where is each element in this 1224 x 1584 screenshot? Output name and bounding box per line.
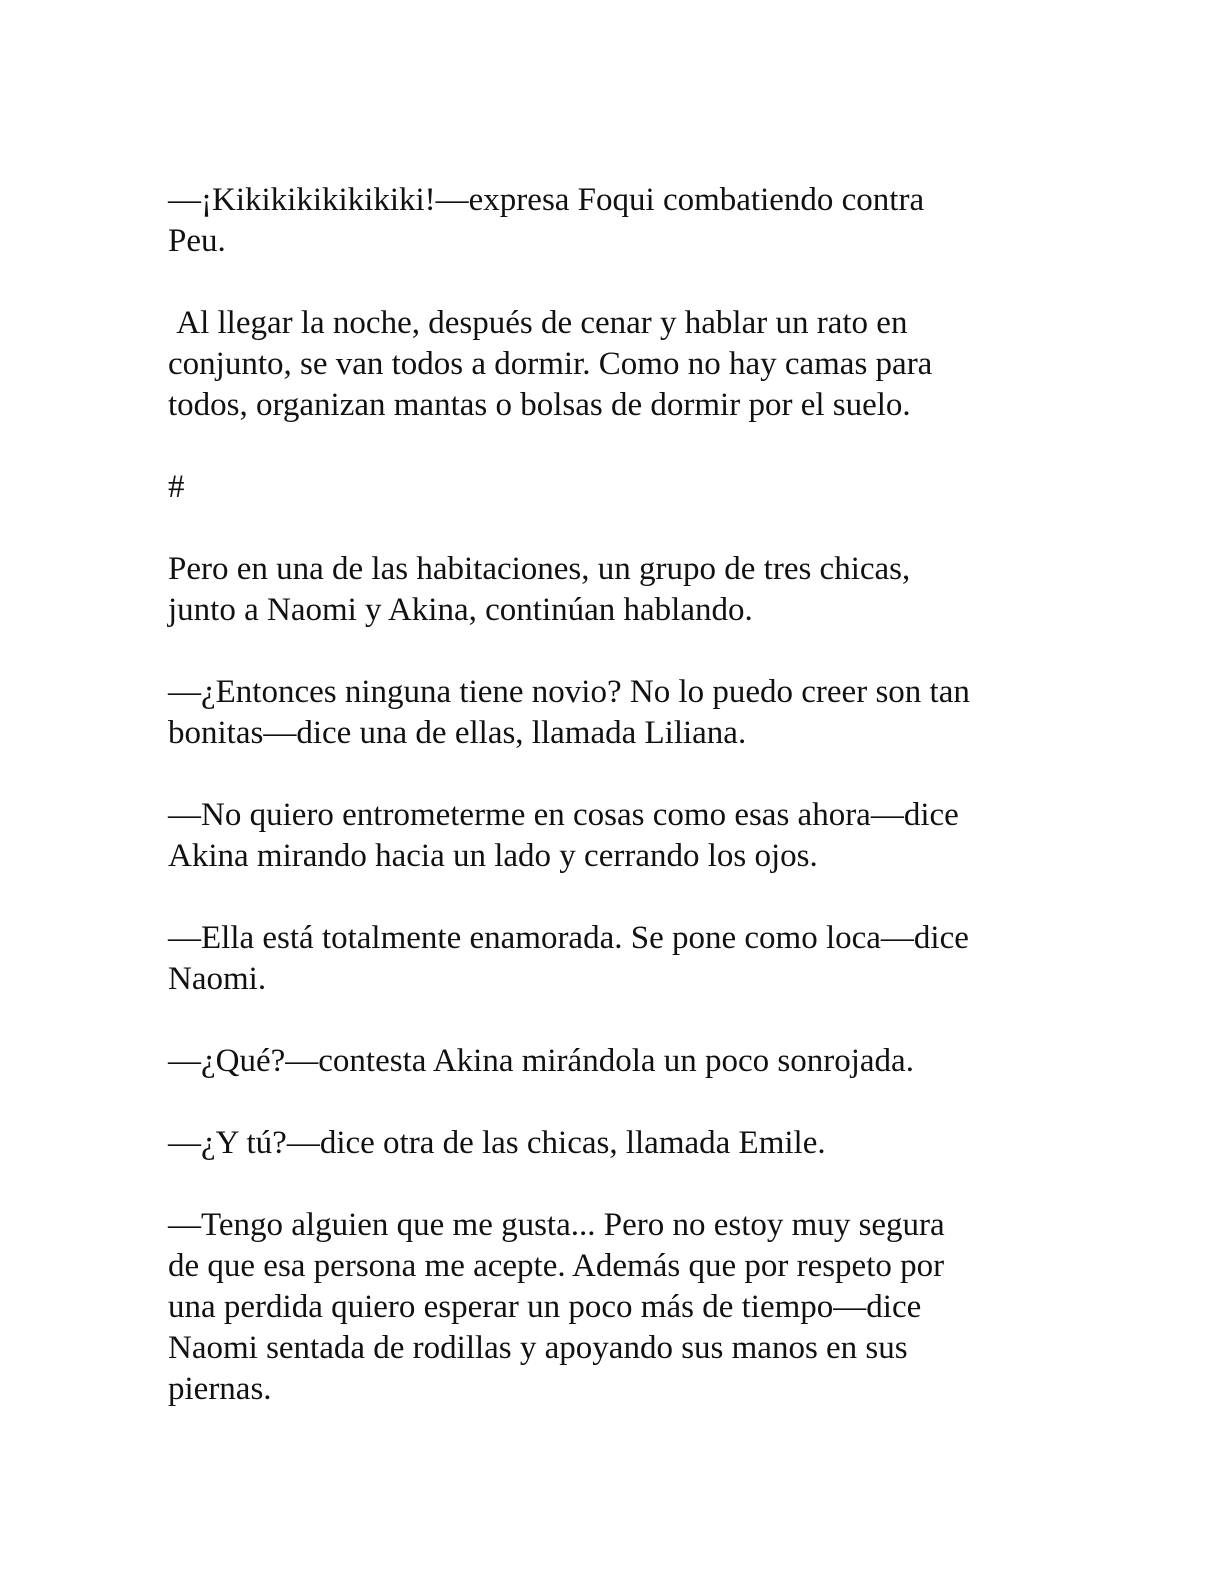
text-line: —¡Kikikikikikikiki!—expresa Foqui combatiendo contra [168,182,925,218]
text-line: —No quiero entrometerme en cosas como esas ahora—dice [168,797,959,833]
text-line: bonitas—dice una de ellas, llamada Liliana. [168,715,747,751]
paragraph [168,795,1048,877]
paragraph [168,918,1048,1000]
paragraph [168,1205,1048,1410]
text-line: —¿Y tú?—dice otra de las chicas, llamada Emile. [168,1125,826,1161]
text-line: junto a Naomi y Akina, continúan hablando. [168,592,753,628]
paragraph [168,1041,1048,1082]
text-line: Al llegar la noche, después de cenar y hablar un rato en [168,305,908,341]
paragraph [168,549,1048,631]
document-body [168,180,1048,1410]
text-line: # [168,469,185,505]
paragraph [168,1123,1048,1164]
text-line: Naomi sentada de rodillas y apoyando sus manos en sus [168,1330,908,1366]
text-line: —¿Entonces ninguna tiene novio? No lo puedo creer son tan [168,674,970,710]
paragraph [168,180,1048,262]
text-line: piernas. [168,1371,272,1407]
paragraph [168,303,1048,426]
text-line: Peu. [168,223,226,259]
paragraph [168,467,1048,508]
text-line: conjunto, se van todos a dormir. Como no hay camas para [168,346,933,382]
text-line: de que esa persona me acepte. Además que por respeto por [168,1248,945,1284]
text-line: todos, organizan mantas o bolsas de dormir por el suelo. [168,387,911,423]
text-line: —Ella está totalmente enamorada. Se pone como loca—dice [168,920,969,956]
text-line: —¿Qué?—contesta Akina mirándola un poco sonrojada. [168,1043,914,1079]
text-line: —Tengo alguien que me gusta... Pero no estoy muy segura [168,1207,945,1243]
paragraph [168,672,1048,754]
text-line: una perdida quiero esperar un poco más de tiempo—dice [168,1289,922,1325]
text-line: Pero en una de las habitaciones, un grupo de tres chicas, [168,551,911,587]
text-line: Naomi. [168,961,267,997]
text-line: Akina mirando hacia un lado y cerrando los ojos. [168,838,818,874]
